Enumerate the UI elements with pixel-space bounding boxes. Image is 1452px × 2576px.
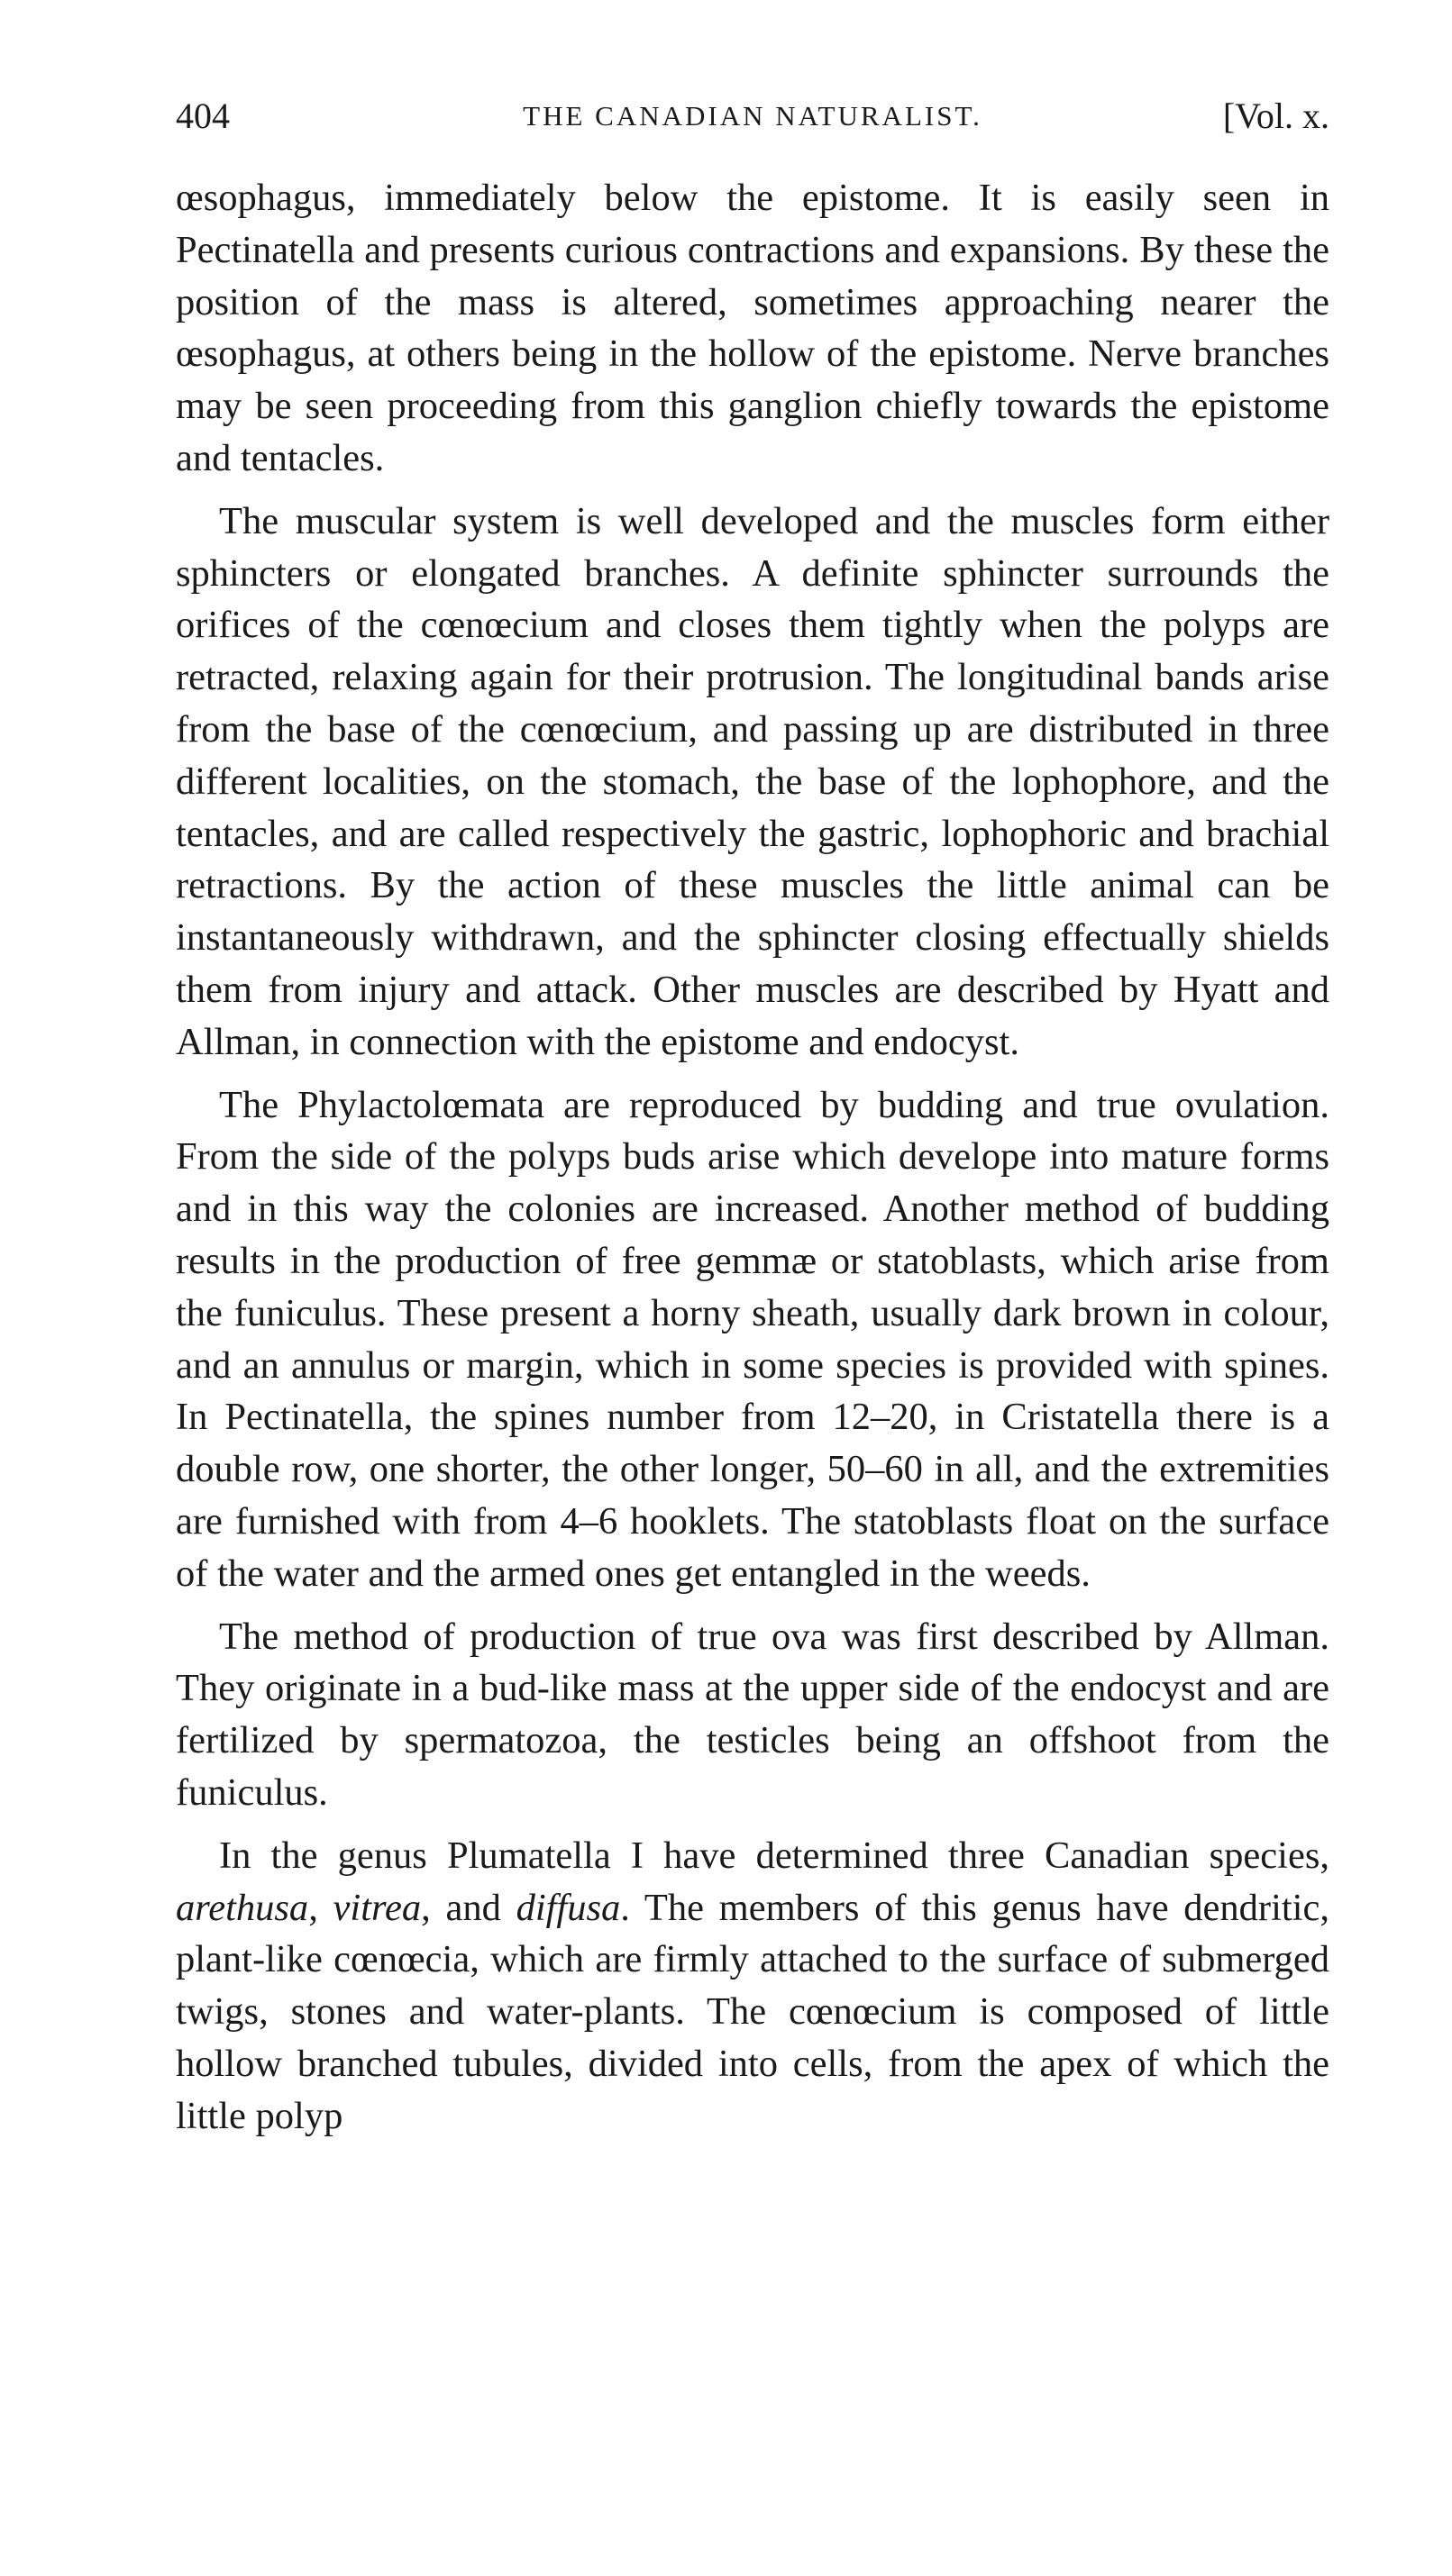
running-title: THE CANADIAN NATURALIST. — [523, 100, 982, 132]
species-vitrea: vitrea — [333, 1886, 422, 1929]
running-header — [176, 95, 1329, 158]
species-arethusa: arethusa — [176, 1886, 309, 1929]
body-text — [176, 172, 1329, 2142]
plumatella-text-end: . The members of this genus have dendritic, plant-like cœnœcia, which are firmly attached to the surface of submerged twigs, stones and water-plants. The cœnœcium is composed of little hollow branched tubules, divided into cells, from the apex of which the little polyp — [176, 1886, 1329, 2137]
volume-label: [Vol. x. — [1222, 96, 1329, 136]
paragraph-muscular-system: The muscular system is well developed and the muscles form either sphincters or elongated branches. A definite sphincter surrounds the orifices of the cœnœcium and closes them tightly when the polyps are retracted, relaxing again for their protrusion. The longitudinal bands arise from the base of the cœnœcium, and passing up are distributed in three different localities, on the stomach, the base of the lophophore, and the tentacles, and are called respectively the gastric, lophophoric and brachial retractions. By the action of these muscles the little animal can be instantaneously withdrawn, and the sphincter closing effectually shields them from injury and attack. Other muscles are described by Hyatt and Allman, in connection with the epistome and endocyst. — [176, 499, 1329, 1063]
plumatella-text-start: In the genus Plumatella I have determined three Canadian species, — [219, 1834, 1329, 1877]
book-page — [176, 95, 1329, 2153]
paragraph-reproduction: The Phylactolœmata are reproduced by budding and true ovulation. From the side of the polyps buds arise which develope into mature forms and in this way the colonies are increased. Another method of budding results in the production of free gemmæ or statoblasts, which arise from the funiculus. These present a horny sheath, usually dark brown in colour, and an annulus or margin, which in some species is provided with spines. In Pectinatella, the spines number from 12–20, in Cristatella there is a double row, one shorter, the other longer, 50–60 in all, and the extremities are furnished with from 4–6 hooklets. The statoblasts float on the surface of the water and the armed ones get entangled in the weeds. — [176, 1083, 1329, 1595]
separator: , and — [421, 1886, 516, 1929]
paragraph-true-ova: The method of production of true ova was first described by Allman. They originate in a bud-like mass at the upper side of the endocyst and are fertilized by spermatozoa, the testicles being an offshoot from the funiculus. — [176, 1615, 1329, 1814]
paragraph-continuation: œsophagus, immediately below the epistome. It is easily seen in Pectinatella and presents curious contractions and expansions. By these the position of the mass is altered, sometimes approaching nearer the œsophagus, at others being in the hollow of the epistome. Nerve branches may be seen proceeding from this ganglion chiefly towards the epistome and tentacles. — [176, 177, 1329, 479]
page-number: 404 — [176, 96, 230, 136]
species-diffusa: diffusa — [516, 1886, 621, 1929]
paragraph-plumatella — [176, 1830, 1329, 2143]
separator: , — [308, 1886, 333, 1929]
